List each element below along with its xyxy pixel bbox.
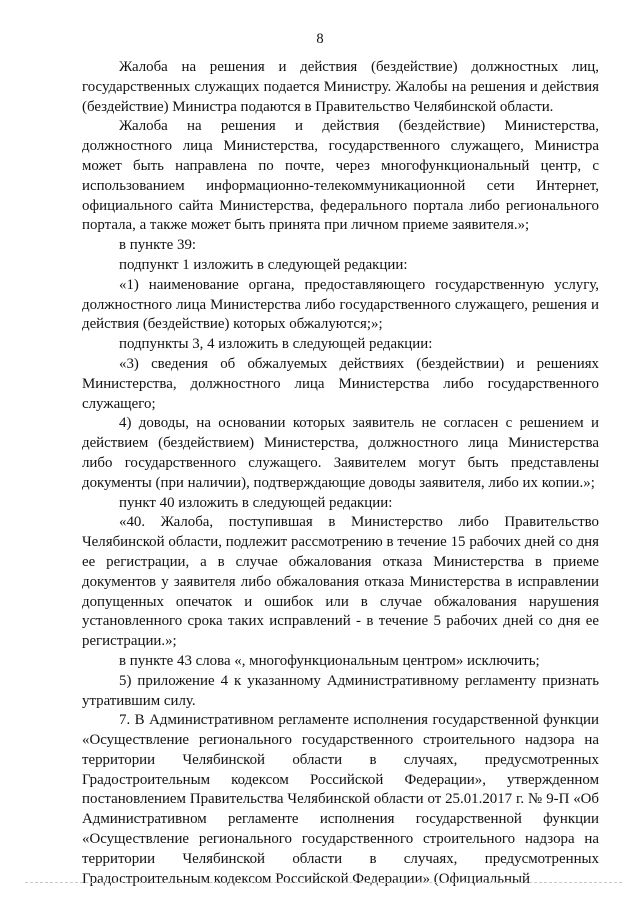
- paragraph-subclause-1-text: «1) наименование органа, предоставляющего государственную услугу, должностного лица Министерства либо государственного служащего, решения и действия (бездействие) которых обжалуются;»;: [82, 276, 599, 333]
- paragraph-clause-40-intro: пункт 40 изложить в следующей редакции:: [119, 494, 393, 511]
- paragraph-item-7: 7. В Административном регламенте исполнения государственной функции «Осуществление регионального государственного строительного надзора на территории Челябинской области в случаях, предусмотренных Градостроительным кодексом Российской Федерации», утвержденном постановлением Правительства Челябинской области от 25.01.2017 г. № 9-П «Об Административном регламенте исполнения государственной функции «Осуществление регионального государственного строительного надзора на территории Челябинской области в случаях, предусмотренных Градостроительным кодексом Российской Федерации» (Официальный: [82, 712, 599, 887]
- page-number: 8: [316, 31, 324, 47]
- paragraph-complaint-submission: Жалоба на решения и действия (бездействие) должностных лиц, государственных служащих подается Министру. Жалобы на решения и действия (бездействие) Министра подаются в Правительство Челябинской области.: [82, 59, 599, 115]
- paragraph-item-5: 5) приложение 4 к указанному Административному регламенту признать утратившим силу.: [82, 672, 599, 709]
- paragraph-complaint-channels: Жалоба на решения и действия (бездействие) Министерства, должностного лица Министерства, государственного служащего, Министра может быть направлена по почте, через многофункциональный центр, с использованием информационно-телекоммуникационной сети Интернет, официального сайта Министерства, федерального портала либо регионального портала, а также может быть принята при личном приеме заявителя.»;: [82, 118, 599, 234]
- bottom-divider: [25, 882, 622, 883]
- paragraph-subclause-4-text: 4) доводы, на основании которых заявитель не согласен с решением и действием (бездействием) Министерства, должностного лица Министерства либо государственного служащего. Заявителем могут быть представлены документы (при наличии), подтверждающие доводы заявителя, либо их копии.»;: [82, 415, 599, 491]
- paragraph-clause-40-text: «40. Жалоба, поступившая в Министерство либо Правительство Челябинской области, подлежит рассмотрению в течение 15 рабочих дней со дня ее регистрации, а в случае обжалования отказа Министерства в приеме документов у заявителя либо обжалования отказа Министерства в исправлении допущенных опечаток и ошибок или в случае обжалования нарушения установленного срока таких исправлений - в течение 5 рабочих дней со дня ее регистрации.»;: [82, 514, 599, 650]
- paragraph-clause-39: в пункте 39:: [119, 237, 197, 254]
- paragraph-clause-43: в пункте 43 слова «, многофункциональным центром» исключить;: [119, 652, 540, 669]
- paragraph-subclause-1-intro: подпункт 1 изложить в следующей редакции:: [119, 256, 408, 273]
- document-body: [82, 58, 599, 889]
- paragraph-subclauses-3-4-intro: подпункты 3, 4 изложить в следующей редакции:: [119, 336, 433, 353]
- paragraph-subclause-3-text: «3) сведения об обжалуемых действиях (бездействии) и решениях Министерства, должностного лица Министерства либо государственного служащего;: [82, 355, 599, 412]
